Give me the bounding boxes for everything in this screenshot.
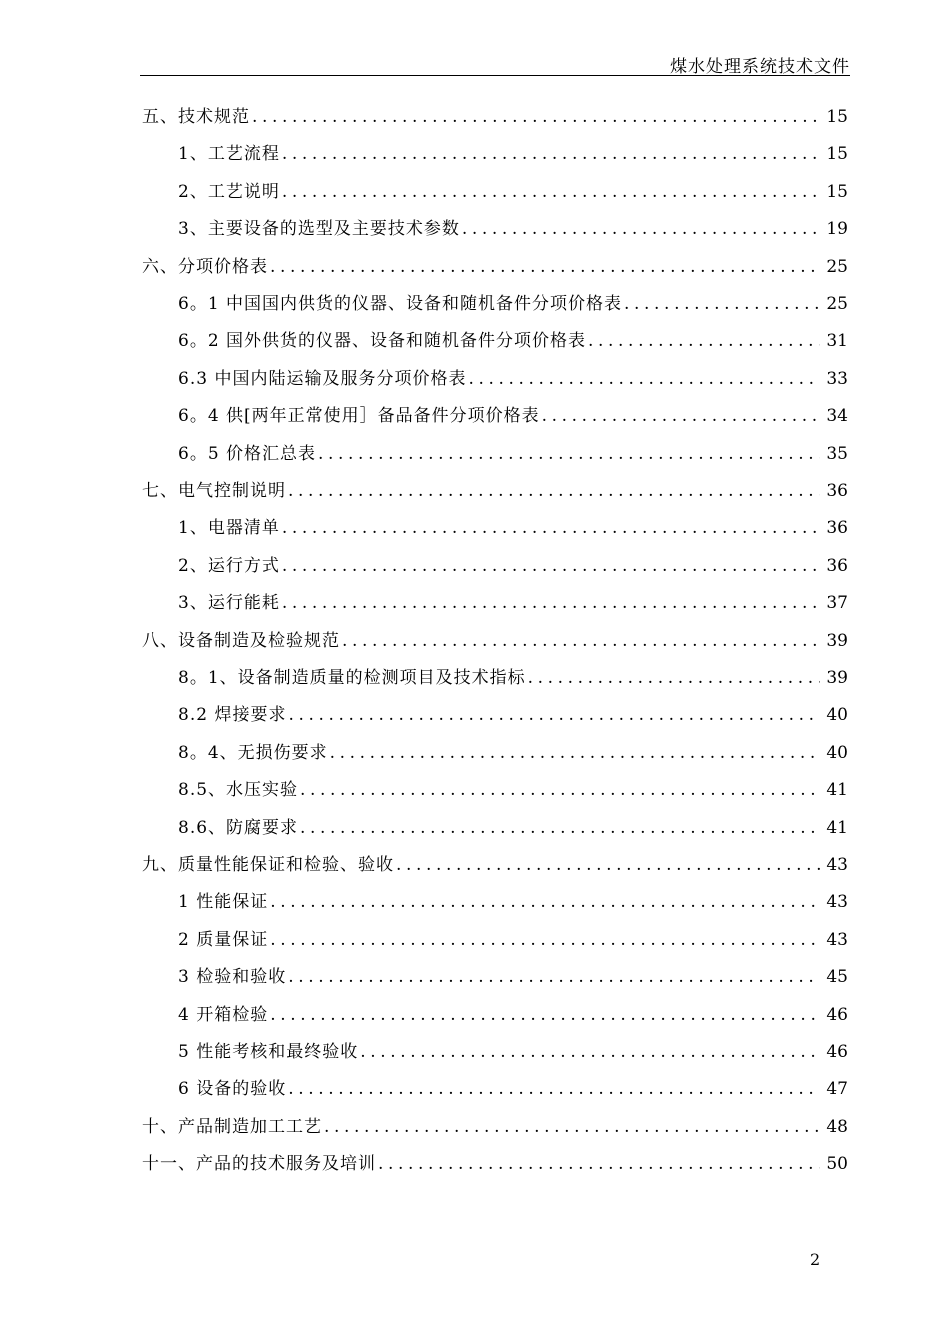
toc-entry-title: 3、主要设备的选型及主要技术参数	[178, 219, 460, 240]
header-divider	[140, 75, 850, 76]
toc-dot-leader	[270, 1002, 820, 1028]
toc-entry-title: 4 开箱检验	[178, 1004, 269, 1025]
toc-entry[interactable]	[178, 1039, 848, 1065]
toc-entry-page: 36	[826, 518, 848, 539]
toc-entry[interactable]	[178, 815, 848, 841]
toc-entry[interactable]	[178, 216, 848, 242]
toc-entry-page: 25	[826, 294, 848, 314]
toc-dot-leader	[396, 852, 820, 878]
toc-entry-title: 8.2 焊接要求	[178, 705, 287, 726]
toc-dot-leader	[318, 441, 820, 467]
toc-entry-page: 33	[826, 368, 848, 389]
toc-entry-page: 45	[826, 967, 848, 988]
toc-entry-page: 47	[826, 1079, 848, 1100]
toc-dot-leader	[282, 141, 820, 167]
toc-dot-leader	[588, 328, 820, 354]
toc-entry-title: 2、运行方式	[178, 555, 280, 576]
toc-dot-leader	[288, 1076, 820, 1102]
toc-dot-leader	[462, 216, 820, 242]
toc-entry-title: 1、工艺流程	[178, 144, 280, 165]
toc-entry[interactable]	[178, 366, 848, 392]
toc-entry-title: 8。4、无损伤要求	[178, 742, 328, 763]
toc-dot-leader	[378, 1151, 820, 1177]
toc-entry-page: 34	[826, 406, 848, 427]
toc-entry-page: 31	[826, 331, 848, 352]
toc-entry[interactable]	[178, 665, 848, 691]
toc-dot-leader	[252, 104, 820, 130]
toc-entry[interactable]	[178, 441, 848, 467]
toc-entry-page: 25	[826, 256, 848, 277]
toc-dot-leader	[468, 366, 820, 392]
toc-entry-page: 43	[826, 929, 848, 950]
toc-entry[interactable]	[178, 889, 848, 915]
toc-entry-page: 48	[826, 1116, 848, 1137]
toc-entry-page: 41	[826, 817, 848, 838]
toc-entry-title: 九、质量性能保证和检验、验收	[142, 855, 394, 875]
toc-entry-title: 6。2 国外供货的仪器、设备和随机备件分项价格表	[178, 331, 587, 352]
toc-entry-page: 46	[826, 1042, 848, 1062]
toc-entry-page: 19	[826, 219, 848, 240]
toc-entry-title: 8。1、设备制造质量的检测项目及技术指标	[178, 668, 526, 688]
toc-entry-page: 39	[826, 630, 848, 651]
page-number: 2	[810, 1250, 821, 1269]
toc-entry-title: 2 质量保证	[178, 929, 269, 950]
toc-entry[interactable]	[142, 478, 848, 504]
toc-entry-title: 1 性能保证	[178, 892, 269, 913]
toc-dot-leader	[288, 702, 820, 728]
toc-dot-leader	[282, 590, 820, 616]
toc-entry-title: 6。5 价格汇总表	[178, 443, 317, 464]
toc-dot-leader	[282, 179, 820, 205]
toc-entry-title: 6 设备的验收	[178, 1079, 287, 1100]
toc-entry-page: 36	[826, 555, 848, 576]
toc-entry[interactable]	[142, 254, 848, 280]
toc-entry-page: 40	[826, 742, 848, 763]
toc-entry-title: 3 检验和验收	[178, 967, 287, 988]
toc-entry-page: 39	[826, 668, 848, 688]
toc-dot-leader	[324, 1114, 820, 1140]
toc-dot-leader	[624, 291, 820, 317]
toc-entry[interactable]	[178, 553, 848, 579]
toc-entry[interactable]	[178, 702, 848, 728]
toc-entry-title: 十一、产品的技术服务及培训	[142, 1154, 376, 1175]
toc-entry-title: 6。1 中国国内供货的仪器、设备和随机备件分项价格表	[178, 294, 623, 314]
toc-entry[interactable]	[178, 964, 848, 990]
toc-dot-leader	[360, 1039, 820, 1065]
toc-entry-page: 43	[826, 855, 848, 875]
toc-dot-leader	[330, 740, 820, 766]
toc-entry[interactable]	[142, 104, 848, 130]
toc-dot-leader	[282, 553, 820, 579]
toc-entry-title: 十、产品制造加工工艺	[142, 1116, 322, 1137]
toc-dot-leader	[288, 478, 820, 504]
toc-entry-page: 35	[826, 443, 848, 464]
toc-entry[interactable]	[178, 1002, 848, 1028]
toc-entry-title: 5 性能考核和最终验收	[178, 1042, 359, 1062]
toc-entry[interactable]	[178, 291, 848, 317]
toc-dot-leader	[300, 815, 820, 841]
toc-entry-title: 五、技术规范	[142, 107, 250, 127]
toc-entry-title: 8.6、防腐要求	[178, 817, 299, 838]
toc-entry-title: 八、设备制造及检验规范	[142, 630, 340, 651]
toc-entry[interactable]	[178, 179, 848, 205]
toc-entry-title: 6.3 中国内陆运输及服务分项价格表	[178, 368, 467, 389]
toc-dot-leader	[300, 777, 820, 803]
toc-entry-page: 43	[826, 892, 848, 913]
toc-entry-page: 36	[826, 481, 848, 501]
toc-dot-leader	[270, 927, 820, 953]
toc-entry-page: 15	[826, 181, 848, 202]
toc-entry[interactable]	[178, 141, 848, 167]
toc-entry-page: 50	[826, 1154, 848, 1175]
toc-entry[interactable]	[178, 328, 848, 354]
toc-entry[interactable]	[178, 777, 848, 803]
toc-entry-title: 七、电气控制说明	[142, 481, 286, 501]
toc-entry-title: 六、分项价格表	[142, 256, 268, 277]
toc-entry-page: 15	[826, 144, 848, 165]
toc-entry[interactable]	[178, 515, 848, 541]
toc-entry[interactable]	[178, 927, 848, 953]
toc-entry[interactable]	[178, 1076, 848, 1102]
toc-dot-leader	[288, 964, 820, 990]
toc-dot-leader	[342, 628, 820, 654]
toc-dot-leader	[528, 665, 820, 691]
toc-dot-leader	[270, 254, 820, 280]
toc-entry-page: 40	[826, 705, 848, 726]
toc-entry[interactable]	[178, 403, 848, 429]
toc-entry-title: 2、工艺说明	[178, 181, 280, 202]
toc-entry[interactable]	[142, 1151, 848, 1177]
toc-entry-title: 6。4 供[两年正常使用］备品备件分项价格表	[178, 406, 540, 427]
toc-entry-title: 1、电器清单	[178, 518, 280, 539]
toc-entry[interactable]	[178, 740, 848, 766]
toc-entry[interactable]	[142, 1114, 848, 1140]
toc-entry-page: 46	[826, 1004, 848, 1025]
toc-dot-leader	[270, 889, 820, 915]
toc-entry-title: 3、运行能耗	[178, 593, 280, 614]
toc-entry-title: 8.5、水压实验	[178, 780, 299, 801]
toc-entry-page: 15	[826, 107, 848, 127]
toc-entry[interactable]	[142, 852, 848, 878]
toc-entry-page: 37	[826, 593, 848, 614]
toc-dot-leader	[542, 403, 820, 429]
toc-entry[interactable]	[178, 590, 848, 616]
toc-entry-page: 41	[826, 780, 848, 801]
toc-entry[interactable]	[142, 628, 848, 654]
document-title: 煤水处理系统技术文件	[670, 57, 850, 77]
toc-dot-leader	[282, 515, 820, 541]
